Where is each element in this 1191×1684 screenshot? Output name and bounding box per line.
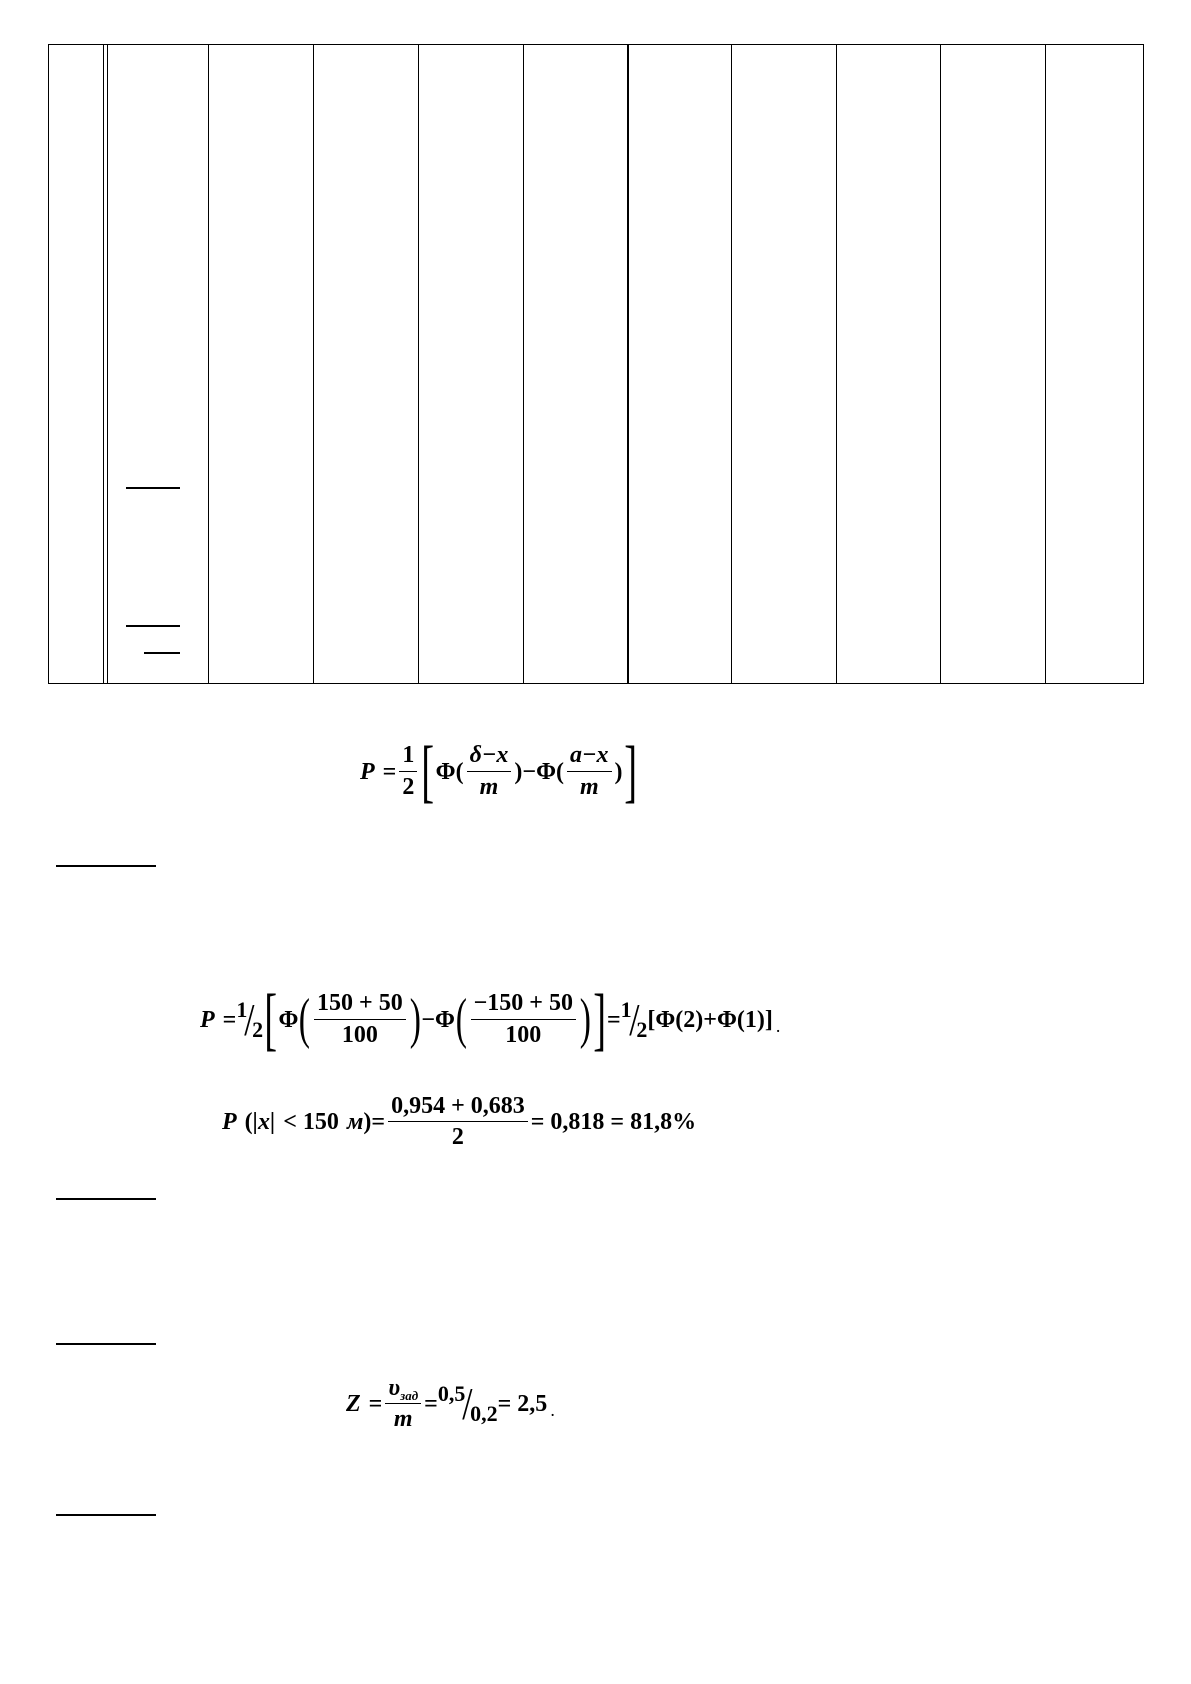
table-divider bbox=[627, 44, 629, 684]
formula-probability-result: P ( |x| < 150 м )= $\frac{0,954 + 0,683}{2}$ = 0,818 = 81,8% bbox=[222, 1093, 697, 1151]
table-divider bbox=[940, 44, 941, 684]
table-divider bbox=[731, 44, 732, 684]
table-divider-double-b bbox=[107, 44, 108, 684]
formula-probability-substituted: P = 1 / 2 [ Φ ( $\frac{150 + 50}{100}$ ) − Φ ( $\frac{-150 + 50}{100}$ ) ] = 1 / 2 [Φ(2)+Φ(1)] . bbox=[200, 981, 781, 1058]
table-cell-underline bbox=[144, 652, 180, 654]
table-divider bbox=[313, 44, 314, 684]
table-divider-double-a bbox=[103, 44, 104, 684]
data-table-frame bbox=[48, 44, 1144, 684]
table-divider bbox=[836, 44, 837, 684]
table-divider bbox=[208, 44, 209, 684]
table-divider bbox=[418, 44, 419, 684]
table-divider bbox=[1045, 44, 1046, 684]
formula-z-ratio: Z = $\frac{\upsilon_{зад}}{m}$ = 0,5 / 0,2 = 2,5 . bbox=[346, 1375, 555, 1433]
table-divider bbox=[523, 44, 524, 684]
section-underline bbox=[56, 865, 156, 867]
table-cell-underline bbox=[126, 487, 180, 489]
section-underline bbox=[56, 1198, 156, 1200]
section-underline bbox=[56, 1343, 156, 1345]
table-cell-underline bbox=[126, 625, 180, 627]
formula-probability-general: P = $\frac{1}{2}$ [ Φ ( $\frac{\delta-x}{m}$ )− Φ ( $\frac{a-x}{m}$ ) ] bbox=[360, 733, 637, 810]
section-underline bbox=[56, 1514, 156, 1516]
